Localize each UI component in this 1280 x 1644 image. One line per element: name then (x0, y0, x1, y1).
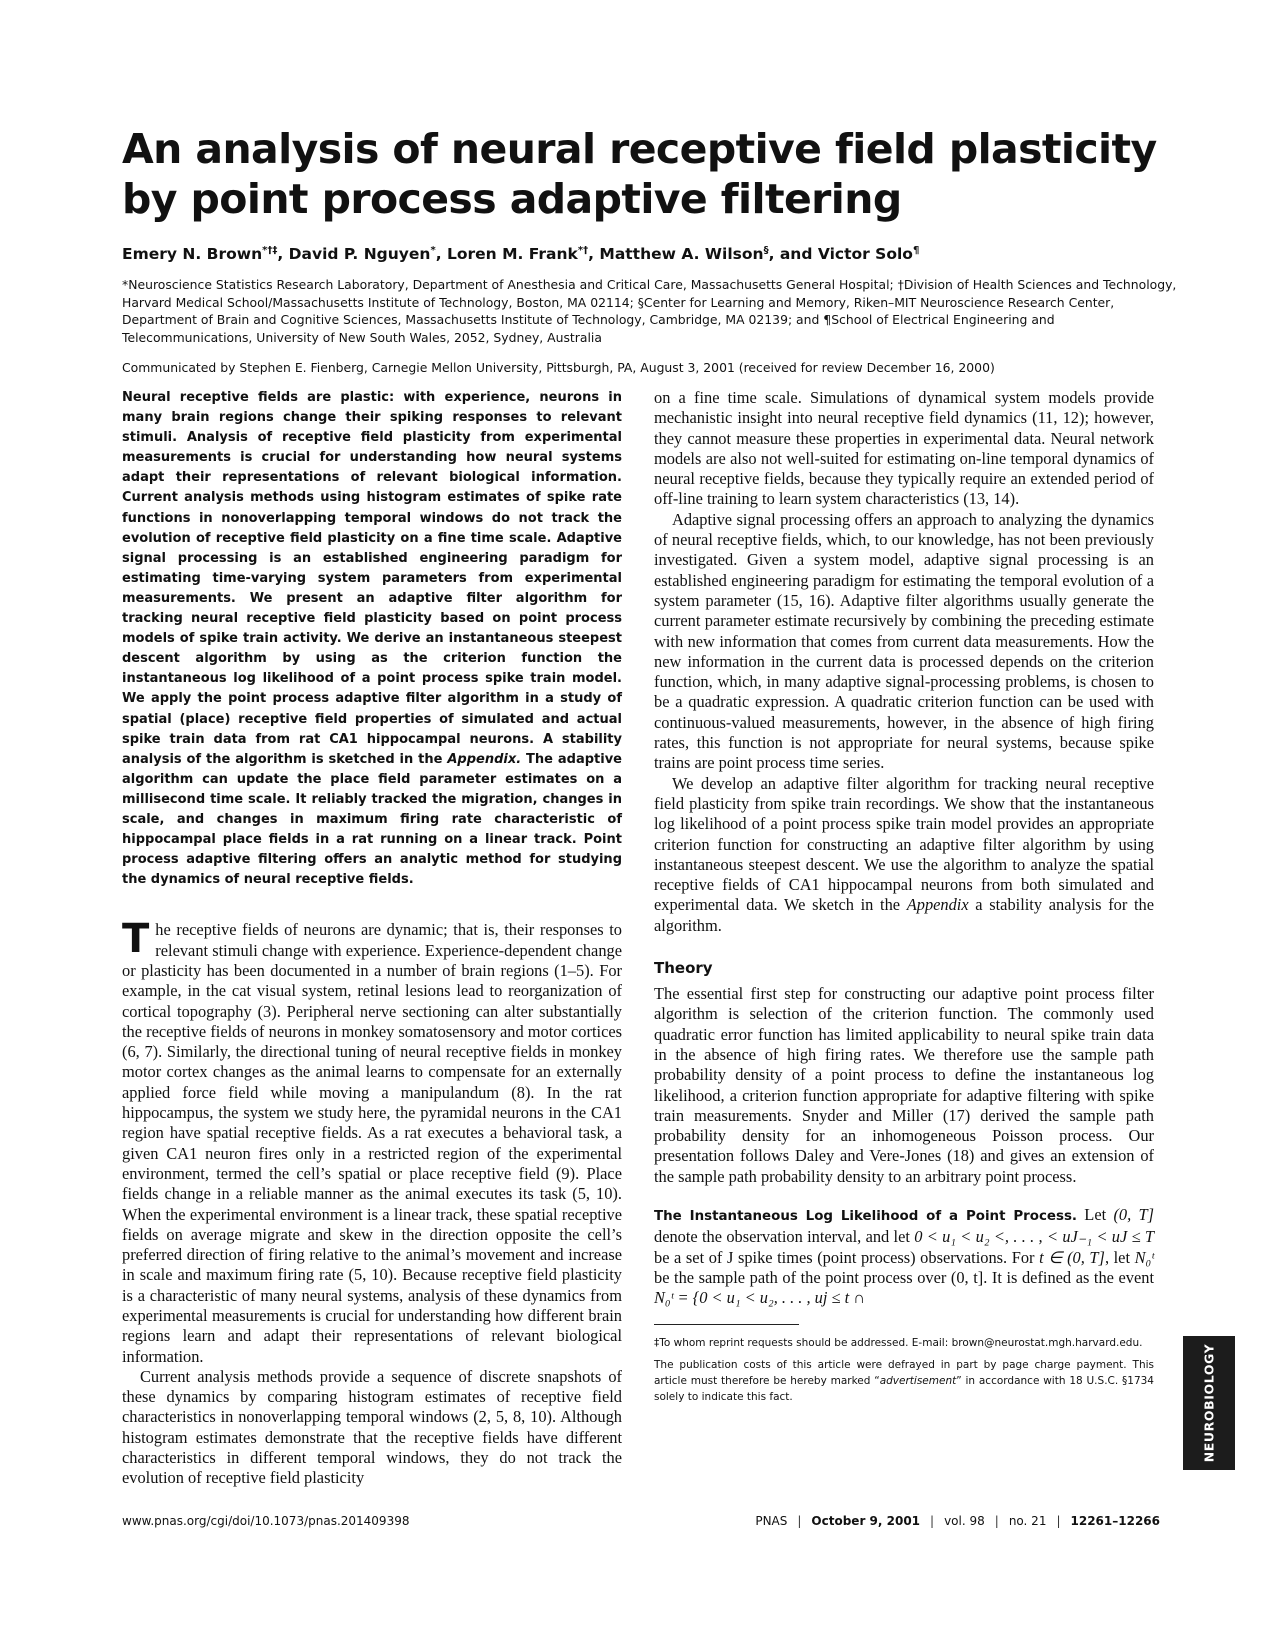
math-expression: N₀ᵗ = {0 < u₁ < u₂, . . . , uj ≤ t ∩ (654, 1288, 866, 1308)
footer-doi-link[interactable]: www.pnas.org/cgi/doi/10.1073/pnas.201409398 (122, 1514, 410, 1528)
math-expression: t ∈ (0, T] (1039, 1247, 1105, 1267)
math-expression: N₀ᵗ (1134, 1247, 1154, 1267)
left-column (122, 388, 622, 1489)
footnote-emphasis: advertisement (879, 1375, 957, 1388)
body-text: denote the observation interval, and let (654, 1227, 915, 1247)
footer-date: October 9, 2001 (811, 1514, 921, 1528)
abstract-appendix-ref: Appendix. (447, 751, 522, 767)
author-marks: § (763, 245, 769, 256)
affiliations: *Neuroscience Statistics Research Laboratory, Department of Anesthesia and Critical Care, Massachusetts General Hospital; †Division of Health Sciences and Technology, Harvard Medical School/Massachusetts Institute of Technology, Boston, MA 02114; §Center for Learning and Memory, Riken–MIT Neuroscience Research Center, Department of Brain and Cognitive Sciences, Massachusetts Institute of Technology, Cambridge, MA 02139; and ¶School of Electrical Engineering and Telecommunications, University of New South Wales, 2052, Sydney, Australia (122, 277, 1177, 345)
body-text: We develop an adaptive filter algorithm for tracking neural receptive field plasticity from spike train recordings. We show that the instantaneous log likelihood of a point process spike train model provides an appropriate criterion function for constructing an adaptive filter algorithm by using instantaneous steepest descent. We use the algorithm to analyze the spatial receptive fields of CA1 hippocampal neurons from both simulated and experimental data. We sketch in the (654, 773, 1154, 915)
footer-journal: PNAS (755, 1514, 788, 1528)
footnote-divider (654, 1324, 799, 1325)
footer-pages: 12261–12266 (1070, 1514, 1160, 1528)
intro-paragraph (122, 916, 622, 1367)
author-marks: ¶ (912, 245, 920, 256)
author-name: Emery N. Brown (122, 245, 263, 264)
appendix-ref: Appendix (906, 895, 969, 915)
drop-cap: T (122, 916, 150, 963)
body-paragraph (654, 774, 1154, 936)
abstract-text-end: The adaptive algorithm can update the place field parameter estimates on a millisecond time scale. It reliably tracked the migration, changes in scale, and changes in maximum firing rate characteristic of hippocampal place fields in a rat running on a linear track. Point process adaptive filtering offers an analytic method for studying the dynamics of neural receptive fields. (122, 751, 623, 888)
paper-title: An analysis of neural receptive field plasticity by point process adaptive filtering (122, 125, 1157, 223)
body-text: Let (1077, 1204, 1114, 1224)
subsection-heading: The Instantaneous Log Likelihood of a Point Process. (654, 1208, 1078, 1224)
footnote-publication-costs (654, 1357, 1154, 1405)
footer-volume: vol. 98 (944, 1514, 985, 1528)
math-expression: 0 < u₁ < u₂ <, . . . , < uJ₋₁ < uJ ≤ T (914, 1227, 1154, 1247)
math-expression: (0, T] (1113, 1204, 1154, 1224)
intro-paragraph-2: Current analysis methods provide a sequence of discrete snapshots of these dynamics by comparing histogram estimates of receptive field characteristics in nonoverlapping temporal windows (2, 5, 8, 10). Although histogram estimates demonstrate that the receptive fields have different characteristics in different temporal windows, they do not track the evolution of receptive field plasticity (122, 1366, 622, 1488)
intro-paragraph-text: he receptive fields of neurons are dynamic; that is, their responses to relevant stimuli change with experience. Experience-dependent change or plasticity has been documented in a number of brain regions (1–5). For example, in the cat visual system, retinal lesions lead to reorganization of cortical topography (3). Peripheral nerve sectioning can alter substantially the receptive fields of neurons in monkey somatosensory and motor cortices (6, 7). Similarly, the directional tuning of neural receptive fields in monkey motor cortex changes as the animal learns to compensate for an externally applied force field while moving a manipulandum (8). In the rat hippocampus, the system we study here, the pyramidal neurons in the CA1 region have spatial receptive fields. As a rat executes a behavioral task, a given CA1 neuron fires only in a restricted region of the experimental environment, termed the cell’s spatial or place receptive field (9). Place fields change in a reliable manner as the animal executes its task (5, 10). When the experimental environment is a linear track, these spatial receptive fields on average migrate and skew in the direction opposite the cell’s preferred direction of firing relative to the animal’s movement and increase in scale and maximum firing rate (5, 10). Because receptive field plasticity is a characteristic of many neural systems, analysis of these dynamics from experimental measurements is crucial for understanding how different brain regions learn and adapt their representations of relevant biological information. (122, 920, 622, 1366)
footnote-text: ” in accordance with 18 U.S.C. §1734 solely to indicate this fact. (654, 1375, 1154, 1404)
body-text: , let (1104, 1247, 1135, 1267)
author-name: David P. Nguyen (288, 245, 431, 264)
footnote-correspondence: ‡To whom reprint requests should be addressed. E-mail: brown@neurostat.mgh.harvard.edu. (654, 1337, 1143, 1350)
body-text: a stability analysis for the algorithm. (654, 895, 1154, 935)
author-marks: * (430, 245, 436, 256)
body-text: be a set of J spike times (point process) observations. For (654, 1247, 1040, 1267)
author-marks: *† (577, 245, 589, 256)
theory-paragraph: The essential first step for constructing our adaptive point process filter algorithm is selection of the criterion function. The commonly used quadratic error function has limited applicability to neural spike train data in the absence of high firing rates. We therefore use the sample path probability density of a point process to define the instantaneous log likelihood, a criterion function appropriate for adaptive filtering with spike train measurements. Snyder and Miller (17) derived the sample path probability density for an inhomogeneous Poisson process. Our presentation follows Daley and Vere-Jones (18) and gives an extension of the sample path probability density to an arbitrary point process. (654, 984, 1154, 1186)
footnote-text: The publication costs of this article were defrayed in part by page charge payment. This article must therefore be hereby marked “ (654, 1359, 1154, 1388)
author-marks: *†‡ (262, 245, 278, 256)
side-tab-label: NEUROBIOLOGY (1201, 1343, 1217, 1463)
author-name: Matthew A. Wilson (599, 245, 764, 264)
section-heading-theory: Theory (654, 959, 713, 978)
author-list: Emery N. Brown*†‡, David P. Nguyen*, Loren M. Frank*†, Matthew A. Wilson§, and Victor Solo¶ (122, 245, 920, 264)
body-text: be the sample path of the point process over (0, t]. It is defined as the event (654, 1267, 1154, 1287)
footer-citation: PNAS | October 9, 2001 | vol. 98 | no. 21 | 12261–12266 (755, 1514, 1160, 1528)
body-paragraph: on a fine time scale. Simulations of dynamical system models provide mechanistic insight into neural receptive field dynamics (11, 12); however, they cannot measure these properties in experimental data. Neural network models are also not well-suited for estimating on-line temporal dynamics of neural receptive fields, because they typically require an extended period of off-line training to learn system characteristics (13, 14). (654, 388, 1154, 509)
log-likelihood-paragraph (654, 1205, 1154, 1308)
footer-issue: no. 21 (1008, 1514, 1047, 1528)
author-name: Loren M. Frank (446, 245, 578, 264)
body-paragraph: Adaptive signal processing offers an approach to analyzing the dynamics of neural receptive fields, which, to our knowledge, has not been previously investigated. Given a system model, adaptive signal processing is an established engineering paradigm for estimating the temporal evolution of a system parameter (15, 16). Adaptive filter algorithms usually generate the current parameter estimate recursively by combining the preceding estimate with new information that comes from current data measurements. How the new information in the current data is processed depends on the criterion function, which, in many adaptive signal-processing problems, is chosen to be a quadratic expression. A quadratic criterion function can be used with continuous-valued measurements, however, in the absence of high firing rates, this function is not appropriate for neural systems, because spike trains are point process time series. (654, 509, 1154, 773)
author-name: Victor Solo (817, 245, 913, 264)
section-side-tab (1183, 1336, 1235, 1470)
right-column (654, 388, 1154, 1411)
abstract-text: Neural receptive fields are plastic: with experience, neurons in many brain regions change their spiking responses to relevant stimuli. Analysis of receptive field plasticity from experimental measurements is crucial for understanding how neural systems adapt their representations of relevant biological information. Current analysis methods using histogram estimates of spike rate functions in nonoverlapping temporal windows do not track the evolution of receptive field plasticity on a fine time scale. Adaptive signal processing is an established engineering paradigm for estimating time-varying system parameters from experimental measurements. We present an adaptive filter algorithm for tracking neural receptive field plasticity based on point process models of spike train activity. We derive an instantaneous steepest descent algorithm by using as the criterion function the instantaneous log likelihood of a point process spike train model. We apply the point process adaptive filter algorithm in a study of spatial (place) receptive field properties of simulated and actual spike train data from rat CA1 hippocampal neurons. A stability analysis of the algorithm is sketched in the (122, 390, 622, 767)
communicated-by: Communicated by Stephen E. Fienberg, Carnegie Mellon University, Pittsburgh, PA, August 3, 2001 (received for review December 16, 2000) (122, 360, 995, 375)
abstract (122, 388, 622, 890)
